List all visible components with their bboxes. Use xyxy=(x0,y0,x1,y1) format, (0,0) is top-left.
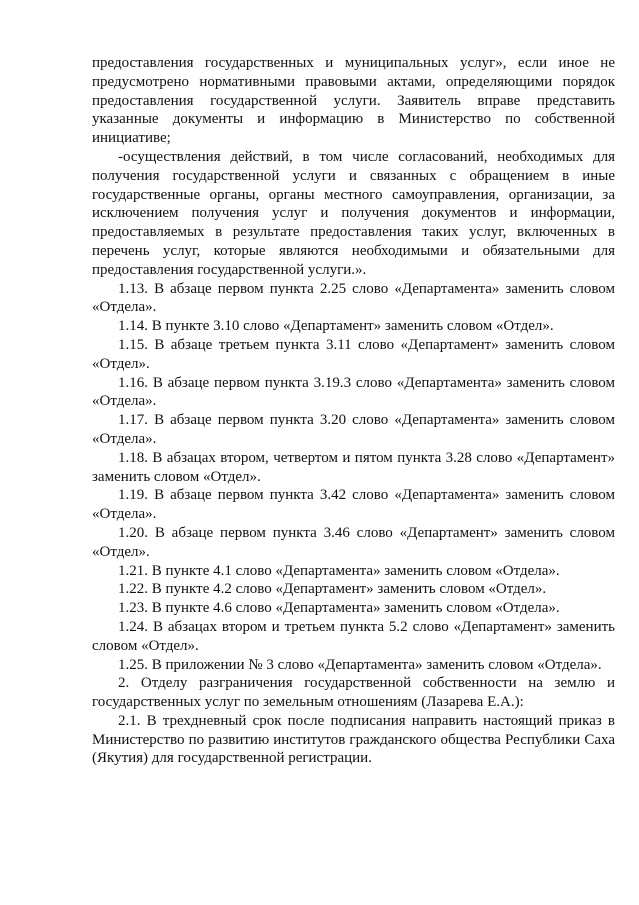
paragraph-1-23: 1.23. В пункте 4.6 слово «Департамента» заменить словом «Отдела». xyxy=(118,600,560,617)
document-body xyxy=(92,54,615,768)
paragraph-2: 2. Отделу разграничения государственной собственности на землю и государственных услуг по земельным отношениям (Лазарева Е.А.): xyxy=(92,675,615,711)
paragraph-1-17: 1.17. В абзаце первом пункта 3.20 слово «Департамента» заменить словом «Отдела». xyxy=(92,412,615,447)
paragraph-1-16: 1.16. В абзаце первом пункта 3.19.3 слово «Департамента» заменить словом «Отдела». xyxy=(92,374,615,410)
paragraph-continuation: предоставления государственных и муниципальных услуг», если иное не предусмотрено нормативными правовыми актами, определяющими порядок предоставления государственной услуги. Заявитель вправе представить указанные документы и информацию в Министерство по собственной инициативе; xyxy=(92,55,615,147)
paragraph-1-13: 1.13. В абзаце первом пункта 2.25 слово «Департамента» заменить словом «Отдела». xyxy=(92,280,615,316)
paragraph-1-21: 1.21. В пункте 4.1 слово «Департамента» заменить словом «Отдела». xyxy=(118,562,560,579)
paragraph-1-15: 1.15. В абзаце третьем пункта 3.11 слово «Департамент» заменить словом «Отдел». xyxy=(92,336,615,372)
paragraph-1-18: 1.18. В абзацах втором, четвертом и пятом пункта 3.28 слово «Департамент» заменить словом «Отдел». xyxy=(92,449,615,485)
paragraph-1-24: 1.24. В абзацах втором и третьем пункта 5.2 слово «Департамент» заменить словом «Отдел». xyxy=(92,618,615,654)
paragraph-exception-clause: -осуществления действий, в том числе согласований, необходимых для получения государственной услуги и связанных с обращением в иные государственные органы, органы местного самоуправления, организации, за исключением получения услуг и получения документов и информации, предоставляемых в результате предоставления таких услуг, включенных в перечень услуг, которые являются необходимыми и обязательными для предоставления государственной услуги.». xyxy=(92,148,615,278)
paragraph-1-22: 1.22. В пункте 4.2 слово «Департамент» заменить словом «Отдел». xyxy=(118,581,547,598)
paragraph-1-25: 1.25. В приложении № 3 слово «Департамента» заменить словом «Отдела». xyxy=(118,656,602,673)
paragraph-1-14: 1.14. В пункте 3.10 слово «Департамент» заменить словом «Отдел». xyxy=(118,318,554,335)
paragraph-2-1: 2.1. В трехдневный срок после подписания направить настоящий приказ в Министерство по развитию институтов гражданского общества Республики Саха (Якутия) для государственной регистрации. xyxy=(92,712,615,767)
paragraph-1-20: 1.20. В абзаце первом пункта 3.46 слово «Департамент» заменить словом «Отдел». xyxy=(92,524,615,560)
paragraph-1-19: 1.19. В абзаце первом пункта 3.42 слово «Департамента» заменить словом «Отдела». xyxy=(92,487,615,523)
